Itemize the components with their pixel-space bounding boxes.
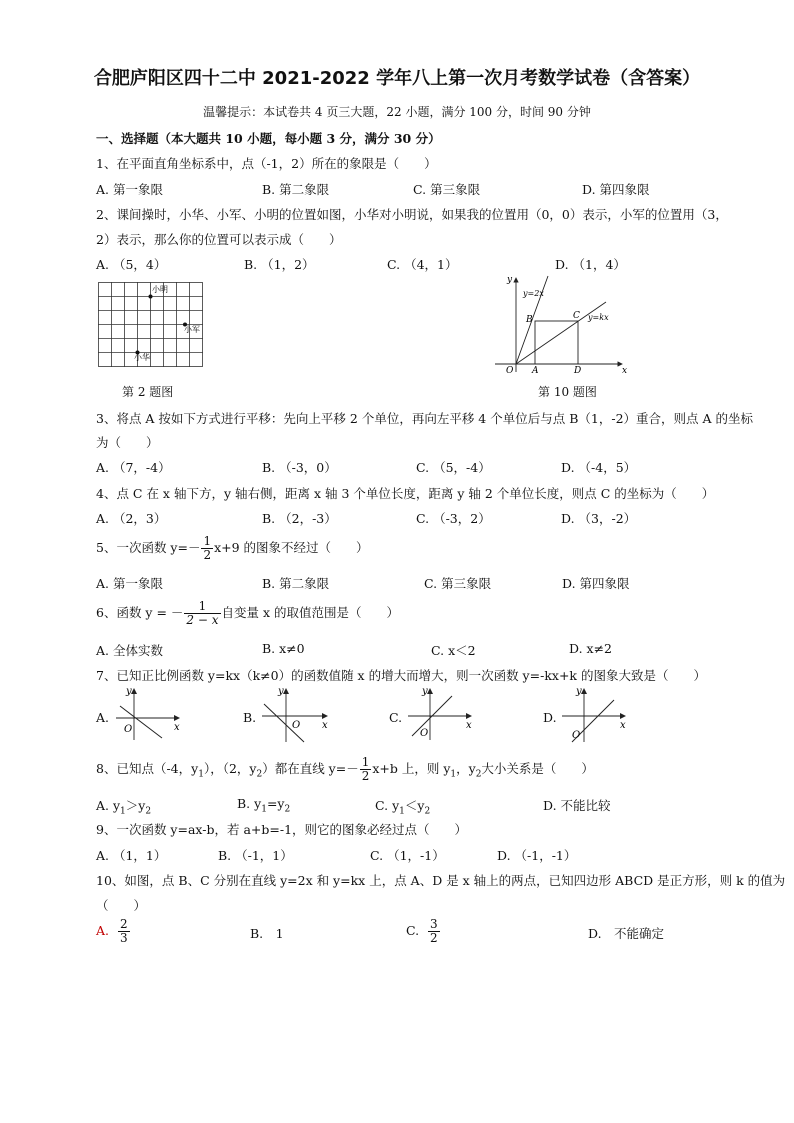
q3-option-a: A. （7，-4） [96,460,171,475]
q1-option-c: C. 第三象限 [413,182,481,197]
q4-option-b: B. （2，-3） [262,511,337,526]
fig10-label-line1: y=2x [523,289,544,298]
line-y-kx [516,302,606,364]
q2-grid-figure [98,282,204,368]
fig10-caption: 第 10 题图 [538,385,597,399]
q5-post: x+9 的图象不经过（ ） [214,540,369,555]
q7-graph-b [260,686,332,744]
question-6 [96,600,399,627]
q6-post: 自变量 x 的取值范围是（ ） [221,605,400,620]
label-xiaojun: 小军 [184,325,200,334]
q7-option-c: C. [389,710,403,725]
page-title: 合肥庐阳区四十二中 2021-2022 学年八上第一次月考数学试卷（含答案） [93,68,701,89]
q10-option-c: C. $\frac{3}{2}$ [406,917,438,945]
q7-graph-a [112,686,184,742]
label-xiaoming: 小明 [152,285,168,294]
question-10-line1: 10、如图，点 B、C 分别在直线 y=2x 和 y=kx 上，点 A、D 是 x 轴上的两点，已知四边形 ABCD 是正方形，则 k 的值为 [96,873,786,888]
q8-sub-a: 1 [198,769,204,780]
q9-option-b: B. （-1，1） [218,848,293,863]
question-9: 9、一次函数 y=ax-b，若 a+b=-1，则它的图象必经过点（ ） [96,822,468,837]
q8-c: ）都在直线 y=－ [262,761,359,776]
q2-option-a: A. （5，4） [96,257,167,272]
q10-answer-a-label: A. [96,923,110,938]
q8-den: 2 [361,769,370,783]
question-8 [96,756,594,783]
q8-sub-d: 2 [475,769,482,780]
q5-option-b: B. 第二象限 [262,576,330,591]
q6-option-b: B. x≠0 [262,641,305,656]
question-4: 4、点 C 在 x 轴下方，y 轴右侧，距离 x 轴 3 个单位长度，距离 y 轴 2 个单位长度，则点 C 的坐标为（ ） [96,486,715,501]
fig10-label-o: O [506,366,514,376]
q5-pre: 5、一次函数 y=－ [96,540,201,555]
q7c-x: x [466,720,472,731]
q7d-x: x [620,720,626,731]
q8-e: ，y [456,761,476,776]
q7d-o: O [572,730,581,741]
q8-d: x+b 上，则 y [372,761,451,776]
q7a-y: y [126,686,132,697]
q7-option-b: B. [243,710,257,725]
q6-num: 1 [184,600,220,614]
question-10-line2: （ ） [96,898,147,913]
q7-option-a: A. [96,710,110,725]
q8-b: ），（2，y [203,761,257,776]
fig2-caption: 第 2 题图 [122,385,174,399]
q5-num: 1 [203,534,212,548]
q8-a: 8、已知点（-4，y [96,761,199,776]
section-heading: 一、选择题（本大题共 10 小题，每小题 3 分，满分 30 分） [96,131,441,146]
fig10-label-a: A [532,366,539,376]
q9-option-c: C. （1，-1） [370,848,445,863]
question-3-line2: 为（ ） [96,435,159,450]
q8-option-a: A. $y_1>y_2$ [96,798,152,817]
q7d-y: y [576,686,582,697]
q8-fraction [360,756,372,783]
q2-option-d: D. （1，4） [555,257,626,272]
fig10-label-y: y [507,275,513,285]
q7c-y: y [422,686,428,697]
q5-option-c: C. 第三象限 [424,576,492,591]
q8-sub-b: 2 [256,769,263,780]
q5-den: 2 [203,548,212,562]
q7b-x: x [322,720,328,731]
q6-option-d: D. x≠2 [569,641,612,656]
q1-option-b: B. 第二象限 [262,182,330,197]
q10-a-fraction: $\frac{2}{3}$ [119,917,128,945]
q6-option-c: C. x＜2 [431,643,476,658]
q3-option-b: B. （-3，0） [262,460,337,475]
q7-option-d: D. [543,710,557,725]
q1-option-d: D. 第四象限 [582,182,650,197]
q5-fraction [201,535,213,562]
q6-option-a: A. 全体实数 [96,643,163,658]
q7a-x: x [174,722,180,733]
q8-num: 1 [361,755,370,769]
question-3-line1: 3、将点 A 按如下方式进行平移：先向上平移 2 个单位，再向左平移 4 个单位后与点 B（1，-2）重合，则点 A 的坐标 [96,411,753,426]
q10-option-b: B. 1 [250,926,284,941]
q10-c-fraction: $\frac{3}{2}$ [430,917,438,945]
q6-pre: 6、函数 y = － [96,605,184,620]
q6-den: 2 − x [186,613,219,627]
fig10-label-line2: y=kx [588,313,609,322]
q6-fraction [184,600,220,627]
question-1: 1、在平面直角坐标系中，点（-1，2）所在的象限是（ ） [96,156,437,171]
square-abcd [535,321,578,364]
q4-option-d: D. （3，-2） [561,511,637,526]
question-5 [96,535,369,562]
q10-figure [490,272,630,376]
q7b-o: O [292,720,301,731]
q3-option-c: C. （5，-4） [416,460,491,475]
xiaoming-point [149,295,153,299]
q8-sub-c: 1 [450,769,457,780]
q4-option-a: A. （2，3） [96,511,167,526]
q2-option-b: B. （1，2） [244,257,315,272]
q5-option-d: D. 第四象限 [562,576,630,591]
q9-option-a: A. （1，1） [96,848,167,863]
q8-f: 大小关系是（ ） [481,761,594,776]
q7-graph-c [404,686,476,742]
q8-option-c: C. $y_1<y_2$ [375,798,431,817]
q10-option-a [96,918,131,945]
label-xiaohua: 小华 [134,353,150,362]
fig10-label-c: C [573,311,580,321]
exam-tip: 温馨提示：本试卷共 4 页三大题，22 小题，满分 100 分，时间 90 分钟 [203,105,591,119]
q9-option-d: D. （-1，-1） [497,848,577,863]
q7-graph-d [558,686,630,744]
fig10-label-b: B [526,315,533,325]
q10-option-d: D. 不能确定 [588,926,665,941]
q7c-o: O [420,728,429,739]
q8-option-b: B. $y_1=y_2$ [237,796,291,815]
fig10-label-x: x [622,366,628,376]
q3-option-d: D. （-4，5） [561,460,637,475]
question-7: 7、已知正比例函数 y=kx（k≠0）的函数值随 x 的增大而增大，则一次函数 y=-kx+k 的图象大致是（ ） [96,668,706,683]
q4-option-c: C. （-3，2） [416,511,491,526]
question-2-line1: 2、课间操时，小华、小军、小明的位置如图，小华对小明说，如果我的位置用（0，0）表示，小军的位置用（3， [96,207,728,222]
q7a-o: O [124,724,133,735]
q1-option-a: A. 第一象限 [96,182,163,197]
q5-option-a: A. 第一象限 [96,576,163,591]
q2-option-c: C. （4，1） [387,257,458,272]
q7b-y: y [278,686,284,697]
fig10-label-d: D [574,366,582,376]
question-2-line2: 2）表示，那么你的位置可以表示成（ ） [96,232,342,247]
q8-option-d: D. 不能比较 [543,798,611,813]
